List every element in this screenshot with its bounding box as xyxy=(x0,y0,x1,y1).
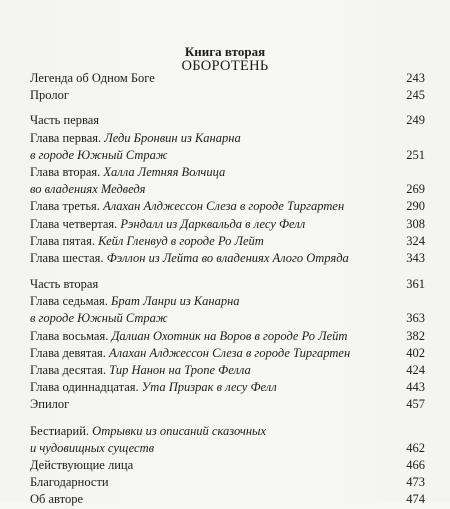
toc-entry-subtitle: во владениях Медведя xyxy=(30,182,146,197)
toc-entry-label: Легенда об Одном Боге xyxy=(30,71,155,85)
toc-entry-label: Пролог xyxy=(30,88,69,103)
toc-entry-text xyxy=(30,130,241,147)
toc-entry-text xyxy=(30,457,133,474)
toc-entry-subtitle: в городе Южный Страж xyxy=(30,147,168,162)
toc-entry-label: Глава третья. xyxy=(30,199,104,214)
toc-entry-text xyxy=(30,112,99,129)
toc-entry xyxy=(30,216,425,233)
toc-entry-label: Глава восьмая. xyxy=(30,328,112,343)
toc-entry-text xyxy=(30,147,168,164)
toc-page-number: 462 xyxy=(406,440,425,455)
toc-entry xyxy=(30,198,425,215)
toc-entry-text xyxy=(30,87,69,104)
toc-entry-text xyxy=(30,250,349,267)
toc-entry-label: Глава четвертая. xyxy=(30,216,121,231)
toc-entry xyxy=(30,345,425,362)
toc-entry-subtitle: Кейл Гленвуд в городе Ро Лейт xyxy=(98,233,264,248)
toc-entry-text xyxy=(30,233,264,250)
toc-entry-text xyxy=(30,345,350,362)
toc-entry xyxy=(30,440,425,457)
toc-entry xyxy=(30,457,425,474)
toc-entry-text xyxy=(30,70,155,87)
toc-entry-label: Благодарности xyxy=(30,475,109,490)
toc-entry-label: Глава пятая. xyxy=(30,233,99,248)
toc-page-number: 343 xyxy=(406,250,425,265)
toc-entry-text xyxy=(30,379,277,396)
toc-entry-text xyxy=(30,423,266,440)
toc-entry-label: Глава одиннадцатая. xyxy=(30,380,142,395)
toc-entry-subtitle: Брат Ланри из Канарна xyxy=(111,294,240,309)
toc-entry-text xyxy=(30,328,347,345)
toc-page-number: 402 xyxy=(406,345,425,360)
toc-entry-text xyxy=(30,164,225,181)
toc-entry-subtitle: Леди Бронвин из Канарна xyxy=(104,130,241,145)
toc-entry-text xyxy=(30,198,344,215)
toc-entry-text xyxy=(30,216,305,233)
toc-entry-label: Об авторе xyxy=(30,492,83,507)
toc-entry xyxy=(30,164,425,181)
section-gap xyxy=(30,267,425,276)
toc-entry-subtitle: Ута Призрак в лесу Фелл xyxy=(141,380,277,395)
toc-entry-subtitle: Тир Нанон на Тропе Фелла xyxy=(109,363,251,377)
toc-page-number: 443 xyxy=(406,380,425,395)
toc-page-number: 249 xyxy=(406,113,425,128)
book-label: Книга вторая xyxy=(184,44,266,59)
toc-entry xyxy=(30,233,425,250)
toc-entry xyxy=(30,423,425,440)
toc-page-number: 324 xyxy=(406,233,425,248)
table-of-contents xyxy=(30,70,425,509)
toc-entry-subtitle: Рэндалл из Дарквальда в лесу Фелл xyxy=(120,216,306,231)
toc-entry-subtitle: Халла Летняя Волчица xyxy=(103,164,226,179)
toc-entry-text xyxy=(30,396,69,413)
toc-entry-label: Глава девятая. xyxy=(30,345,110,360)
toc-entry xyxy=(30,328,425,345)
toc-page-number: 457 xyxy=(406,397,425,412)
toc-entry xyxy=(30,362,425,379)
toc-page-number: 474 xyxy=(406,492,425,507)
toc-entry xyxy=(30,491,425,508)
toc-page-number: 382 xyxy=(406,328,425,343)
toc-entry-subtitle: Отрывки из описаний сказочных xyxy=(92,423,267,438)
toc-entry-label: Глава десятая. xyxy=(30,363,110,377)
toc-entry xyxy=(30,474,425,491)
toc-page-number: 308 xyxy=(406,216,425,231)
book-title: ОБОРОТЕНЬ xyxy=(181,58,269,74)
toc-entry-text xyxy=(30,362,251,379)
toc-page-number: 245 xyxy=(406,88,425,103)
toc-entry-text xyxy=(30,310,168,327)
toc-entry-subtitle: Фэллон из Лейта во владениях Алого Отряда xyxy=(106,250,349,265)
toc-entry xyxy=(30,70,425,87)
toc-entry-label: Действующие лица xyxy=(30,457,134,472)
toc-page-number: 251 xyxy=(406,147,425,162)
section-gap xyxy=(30,414,425,423)
toc-entry xyxy=(30,112,425,129)
toc-entry xyxy=(30,250,425,267)
toc-entry-subtitle: Алахан Алджессон Слеза в городе Тиргартен xyxy=(109,345,351,360)
toc-entry-label: Эпилог xyxy=(30,397,70,412)
toc-page-number: 243 xyxy=(406,71,425,85)
toc-entry-text xyxy=(30,440,154,457)
toc-page-number: 361 xyxy=(406,277,425,292)
toc-page-number: 363 xyxy=(406,311,425,326)
toc-entry xyxy=(30,276,425,293)
toc-entry-label: Часть вторая xyxy=(30,277,99,292)
toc-entry-label: Часть первая xyxy=(30,113,100,128)
toc-entry-label: Глава первая. xyxy=(30,130,105,145)
toc-page-number: 290 xyxy=(406,199,425,214)
toc-entry xyxy=(30,396,425,413)
toc-entry xyxy=(30,310,425,327)
toc-entry xyxy=(30,293,425,310)
section-gap xyxy=(30,104,425,112)
toc-entry-label: Глава шестая. xyxy=(30,250,107,265)
toc-entry-label: Бестиарий. xyxy=(30,423,93,438)
toc-entry-text xyxy=(30,181,145,198)
toc-entry xyxy=(30,130,425,147)
toc-entry-subtitle: в городе Южный Страж xyxy=(30,311,168,326)
toc-page-number: 466 xyxy=(406,457,425,472)
toc-page-number: 424 xyxy=(406,363,425,377)
toc-entry-text xyxy=(30,474,109,491)
toc-entry xyxy=(30,181,425,198)
toc-entry-subtitle: и чудовищных существ xyxy=(30,440,155,455)
toc-entry xyxy=(30,379,425,396)
toc-entry xyxy=(30,87,425,104)
toc-entry-label: Глава вторая. xyxy=(30,164,104,179)
toc-entry-text xyxy=(30,293,240,310)
toc-entry-text xyxy=(30,276,98,293)
toc-page-number: 269 xyxy=(406,182,425,197)
toc-entry-text xyxy=(30,491,83,508)
toc-page-number: 473 xyxy=(406,475,425,490)
toc-entry-subtitle: Далиан Охотник на Воров в городе Ро Лейт xyxy=(111,328,348,343)
toc-entry-label: Глава седьмая. xyxy=(30,294,111,309)
toc-entry xyxy=(30,147,425,164)
toc-entry-subtitle: Алахан Алджессон Слеза в городе Тиргартен xyxy=(103,199,345,214)
